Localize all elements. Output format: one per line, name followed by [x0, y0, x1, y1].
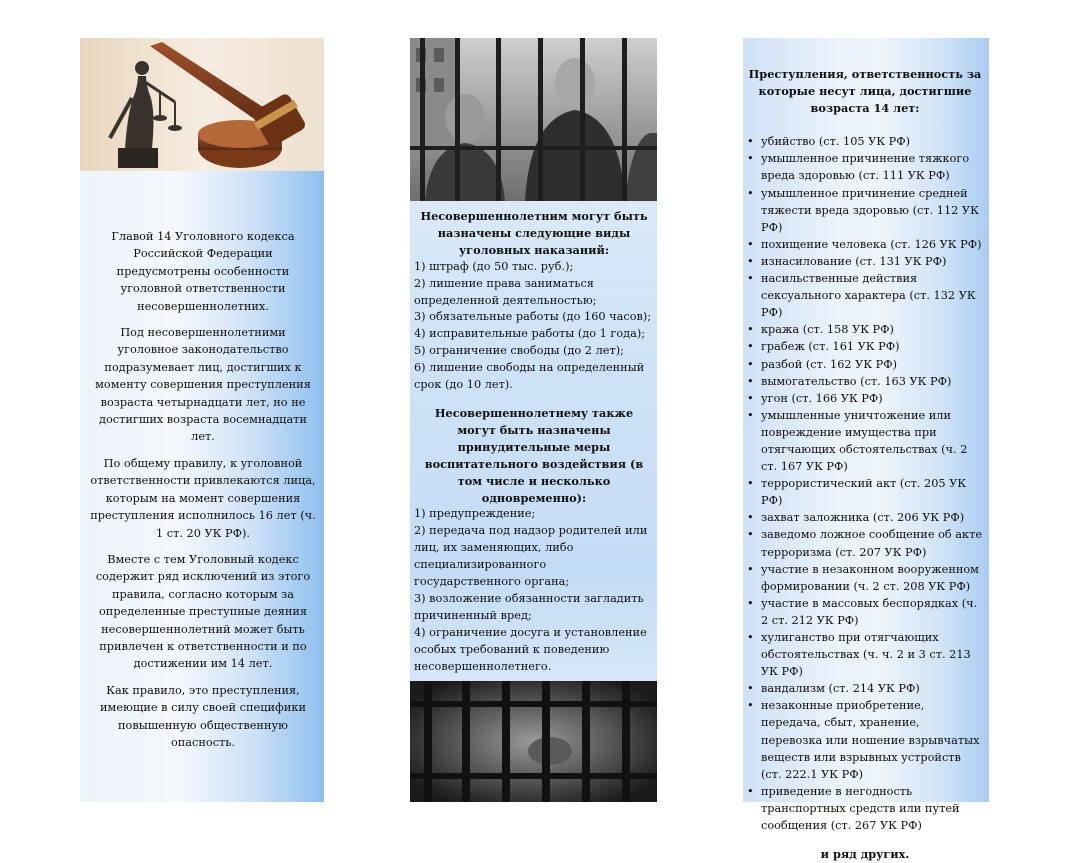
crime-item-text: вымогательство (ст. 163 УК РФ) [761, 374, 952, 388]
crime-item-text: заведомо ложное сообщение об акте терроризма (ст. 207 УК РФ) [761, 528, 983, 559]
crime-item [747, 475, 983, 509]
crime-item [747, 407, 983, 475]
crime-item-text: террористический акт (ст. 205 УК РФ) [761, 477, 967, 508]
bullet-icon: • [747, 511, 754, 525]
intro-paragraph-3: По общему правилу, к уголовной ответственности привлекаются лица, которым на момент совершения преступления исполнилось 16 лет (ч. 1 ст. 20 УК РФ). [90, 456, 316, 540]
left-panel [80, 38, 324, 802]
measure-item: 1) предупреждение; [414, 507, 536, 521]
intro-paragraph-1: Главой 14 Уголовного кодекса Российской Федерации предусмотрены особенности уголовной ответственности несовершеннолетних. [111, 230, 295, 313]
crime-item [747, 680, 983, 697]
bullet-icon: • [747, 323, 754, 337]
crime-item [747, 236, 983, 253]
bullet-icon: • [747, 408, 754, 422]
crime-item [747, 133, 983, 150]
bullet-icon: • [747, 631, 754, 644]
bullet-icon: • [747, 340, 754, 354]
crime-item [747, 783, 983, 834]
prison-cell-bars-image [410, 681, 657, 802]
bullet-icon: • [747, 562, 754, 576]
crime-item [747, 373, 983, 390]
intro-paragraph-2: Под несовершеннолетними уголовное законодательство подразумевает лиц, достигших к моменту совершения преступления возраста четырнадцати лет, но не достигших возраста восемнадцати лет. [95, 326, 311, 444]
measures-list [414, 506, 654, 675]
bullet-icon: • [747, 272, 754, 286]
punishment-item: 5) ограничение свободы (до 2 лет); [414, 344, 624, 358]
crimes-footer: и ряд других. [820, 847, 910, 862]
crime-item [747, 321, 983, 338]
crime-item-text: разбой (ст. 162 УК РФ) [761, 357, 898, 371]
crime-item [747, 356, 983, 373]
crime-item-text: умышленные уничтожение или повреждение имущества при отягчающих обстоятельствах (ч. 2 ст. 167 УК РФ) [761, 408, 968, 474]
crime-item [747, 185, 983, 236]
crime-item-text: хулиганство при отягчающих обстоятельствах (ч. ч. 2 и 3 ст. 213 УК РФ) [761, 631, 971, 679]
crime-item [747, 595, 983, 629]
crime-item-text: похищение человека (ст. 126 УК РФ) [761, 237, 982, 251]
punishments-list [414, 259, 654, 394]
bullet-icon: • [747, 391, 754, 405]
crime-item-text: насильственные действия сексуального характера (ст. 132 УК РФ) [761, 272, 976, 320]
crime-item-text: умышленное причинение средней тяжести вреда здоровью (ст. 112 УК РФ) [761, 186, 979, 234]
punishment-item: 2) лишение права заниматься определенной деятельностью; [414, 276, 597, 307]
crime-item [747, 390, 983, 407]
bullet-icon: • [747, 596, 754, 610]
sanctions-text [414, 208, 654, 675]
bullet-icon: • [747, 699, 754, 713]
crime-item [747, 270, 983, 321]
bullet-icon: • [747, 682, 754, 696]
measure-item: 3) возложение обязанности загладить причиненный вред; [414, 591, 644, 622]
crime-item-text: угон (ст. 166 УК РФ) [761, 391, 883, 405]
crime-item-text: участие в незаконном вооруженном формировании (ч. 2 ст. 208 УК РФ) [761, 562, 979, 593]
crime-item-text: участие в массовых беспорядках (ч. 2 ст. 212 УК РФ) [761, 596, 978, 627]
intro-paragraph-4: Вместе с тем Уголовный кодекс содержит ряд исключений из этого правила, согласно которым за определенные преступные деяния несовершеннолетний может быть привлечен к ответственности и по достижении им 14 лет. [95, 552, 311, 671]
crime-item [747, 697, 983, 782]
punishment-item: 3) обязательные работы (до 160 часов); [414, 310, 652, 324]
bullet-icon: • [747, 186, 754, 200]
bullet-icon: • [747, 254, 754, 268]
bullet-icon: • [747, 784, 754, 798]
bullet-icon: • [747, 152, 754, 166]
bullet-icon: • [747, 357, 754, 371]
measure-item: 4) ограничение досуга и установление особых требований к поведению несовершеннолетнего. [414, 625, 647, 673]
middle-panel [410, 38, 657, 802]
crime-item-text: вандализм (ст. 214 УК РФ) [761, 682, 920, 696]
crime-item-text: изнасилование (ст. 131 УК РФ) [761, 254, 947, 268]
bullet-icon: • [747, 477, 754, 491]
bullet-icon: • [747, 237, 754, 251]
crime-item-text: захват заложника (ст. 206 УК РФ) [761, 511, 965, 525]
crime-item [747, 150, 983, 184]
crimes-list [747, 133, 983, 834]
bullet-icon: • [747, 374, 754, 388]
crimes-text [747, 66, 983, 863]
measures-heading: Несовершеннолетнему также могут быть назначены принудительные меры воспитательного воздействия (в том числе и несколько одновременно): [424, 405, 644, 505]
crime-item-text: умышленное причинение тяжкого вреда здоровью (ст. 111 УК РФ) [761, 152, 970, 183]
justice-gavel-image [80, 38, 324, 171]
crime-item [747, 253, 983, 270]
prisoners-behind-bars-image [410, 38, 657, 201]
crime-item-text: приведение в негодность транспортных средств или путей сообщения (ст. 267 УК РФ) [761, 784, 960, 833]
right-panel [743, 38, 989, 862]
crime-item [747, 629, 983, 680]
crime-item [747, 509, 983, 526]
intro-text [90, 228, 316, 760]
crime-item-text: грабеж (ст. 161 УК РФ) [761, 340, 900, 354]
crime-item [747, 338, 983, 355]
punishments-heading: Несовершеннолетним могут быть назначены следующие виды уголовных наказаний: [420, 209, 648, 257]
intro-paragraph-5: Как правило, это преступления, имеющие в силу своей специфики повышенную общественную опасность. [100, 683, 306, 749]
crimes-heading: Преступления, ответственность за которые несут лица, достигшие возраста 14 лет: [748, 67, 982, 116]
punishment-item: 1) штраф (до 50 тыс. руб.); [414, 259, 574, 273]
crime-item [747, 526, 983, 560]
bullet-icon: • [747, 528, 754, 542]
crime-item-text: незаконные приобретение, передача, сбыт, хранение, перевозка или ношение взрывчатых веществ или взрывных устройств (ст. 222.1 УК РФ) [761, 699, 980, 781]
crime-item-text: кража (ст. 158 УК РФ) [761, 323, 894, 337]
crime-item [747, 561, 983, 595]
punishment-item: 4) исправительные работы (до 1 года); [414, 327, 646, 341]
measure-item: 2) передача под надзор родителей или лиц, их заменяющих, либо специализированного государственного органа; [414, 524, 648, 589]
bullet-icon: • [747, 135, 754, 149]
punishment-item: 6) лишение свободы на определенный срок (до 10 лет). [414, 361, 645, 392]
crime-item-text: убийство (ст. 105 УК РФ) [761, 135, 911, 149]
